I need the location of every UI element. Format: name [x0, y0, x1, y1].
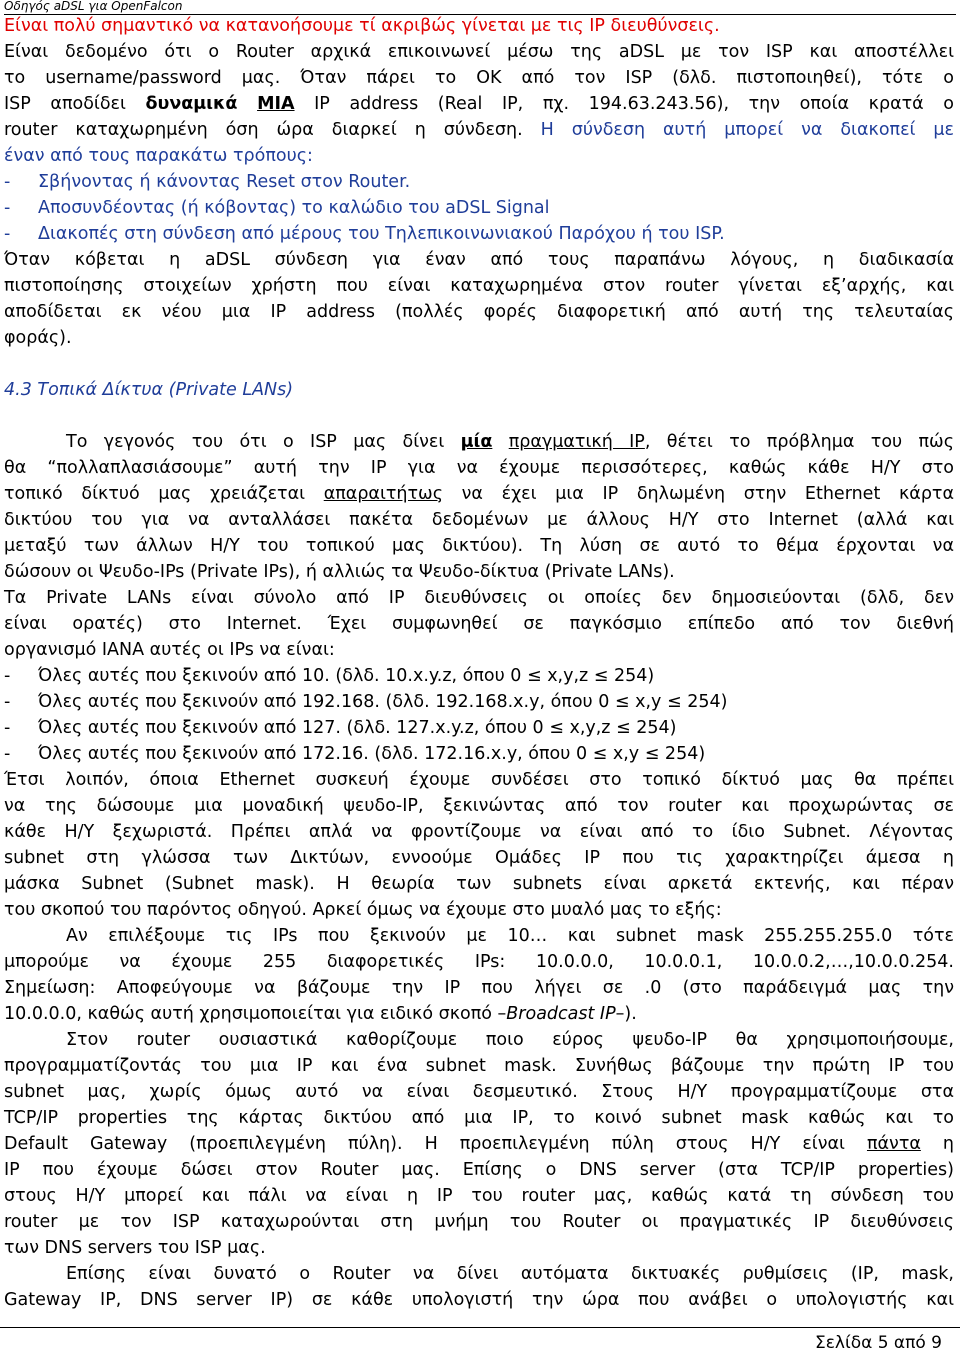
- list-item: - Όλες αυτές που ξεκινούν από 192.168. (δλδ. 192.168.x.y, όπου 0 ≤ x,y ≤ 254): [4, 692, 728, 712]
- page-footer: [0, 1327, 960, 1358]
- text-line: στους Η/Υ μπορεί και πάλι να είναι η IP του router μας, καθώς κατά τη σύνδεση του: [4, 1186, 954, 1206]
- text-line: Default Gateway (προεπιλεγμένη πύλη). Η προεπιλεγμένη πύλη στους Η/Υ είναι πάντα η: [4, 1134, 955, 1154]
- text-line: Είναι δεδομένο ότι ο Router αρχικά επικοινωνεί μέσω της aDSL με τον ISP και αποστέλλει: [4, 42, 954, 62]
- text-line: προγραμματίζοντάς του μια IP και ένα subnet mask. Συνήθως βάζουμε την πρώτη IP του: [4, 1056, 954, 1076]
- text-line: router με τον ISP καταχωρούνται στη μνήμη του Router οι πραγματικές IP διευθύνσεις: [4, 1212, 954, 1232]
- text-line: έναν από τους παρακάτω τρόπους:: [4, 146, 313, 166]
- header-title: Οδηγός aDSL για OpenFalcon: [4, 0, 183, 13]
- page-number: Σελίδα 5 από 9: [814, 1333, 942, 1353]
- highlight-text: Η σύνδεση αυτή μπορεί να διακοπεί με: [540, 120, 954, 140]
- text-line: Το γεγονός του ότι ο ISP μας δίνει μία πραγματική IP, θέτει το πρόβλημα του πώς: [66, 432, 954, 452]
- text-span: ISP αποδίδει: [4, 94, 146, 114]
- text-line: των DNS servers του ISP μας.: [4, 1238, 266, 1258]
- spacer: [4, 351, 954, 377]
- text-line: το username/password μας. Όταν πάρει το ΟΚ από τον ISP (δλδ. πιστοποιηθεί), τότε ο: [4, 68, 954, 88]
- bullet-item: - Αποσυνδέοντας (ή κόβοντας) το καλώδιο του aDSL Signal: [4, 198, 550, 218]
- text-span: router καταχωρημένη όση ώρα διαρκεί η σύνδεση.: [4, 120, 541, 140]
- document-body: [4, 13, 954, 1313]
- list-item: - Όλες αυτές που ξεκινούν από 10. (δλδ. 10.x.y.z, όπου 0 ≤ x,y,z ≤ 254): [4, 666, 655, 686]
- spacer: [4, 403, 954, 429]
- emphasis-one: ΜΙΑ: [257, 94, 295, 114]
- text-line: θα “πολλαπλασιάσουμε” αυτή την IP για να έχουμε περισσότερες, καθώς κάθε Η/Υ στο: [4, 458, 954, 478]
- text-line: του σκοπού του παρόντος οδηγού. Αρκεί όμως να έχουμε στο μυαλό μας το εξής:: [4, 900, 722, 920]
- text-line: IP που έχουμε δώσει στον Router μας. Επίσης ο DNS server (στα TCP/IP properties): [4, 1160, 954, 1180]
- italic-text: Broadcast IP: [506, 1004, 616, 1024]
- section-heading: 4.3 Τοπικά Δίκτυα (Private LANs): [4, 380, 294, 400]
- text-line: μεταξύ των άλλων Η/Υ του τοπικού μας δικτύου). Τη λύση σε αυτό το θέμα έρχονται να: [4, 536, 954, 556]
- text-line: subnet μας, χωρίς όμως αυτό να είναι δεσμευτικό. Στους Η/Υ προγραμματίζουμε στα: [4, 1082, 954, 1102]
- emphasis-one-real: μία: [460, 432, 493, 452]
- text-line: TCP/IP properties της κάρτας δικτύου από μια IP, το κοινό subnet mask καθώς και το: [4, 1108, 954, 1128]
- text-line: πιστοποίησης στοιχείων χρήστη που είναι καταχωρημένα στον router γίνεται εξ’αρχής, και: [4, 276, 954, 296]
- text-line: φοράς).: [4, 328, 72, 348]
- list-item: - Όλες αυτές που ξεκινούν από 172.16. (δλδ. 172.16.x.y, όπου 0 ≤ x,y ≤ 254): [4, 744, 706, 764]
- text-line: οργανισμό IANA αυτές οι IPs να είναι:: [4, 640, 335, 660]
- text-line: μπορούμε να έχουμε 255 διαφορετικές IPs: 10.0.0.0, 10.0.0.1, 10.0.0.2,…,10.0.0.254.: [4, 952, 954, 972]
- list-item: - Όλες αυτές που ξεκινούν από 127. (δλδ. 127.x.y.z, όπου 0 ≤ x,y,z ≤ 254): [4, 718, 677, 738]
- text-line: Gateway IP, DNS server IP) σε κάθε υπολογιστή την ώρα που ανάβει ο υπολογιστής και: [4, 1290, 954, 1310]
- underlined-text: πραγματική IP: [508, 432, 645, 452]
- underlined-text: απαραιτήτως: [323, 484, 443, 504]
- text-line: τοπικό δίκτυό μας χρειάζεται απαραιτήτως να έχει μια IP δηλωμένη στην Ethernet κάρτα: [4, 484, 954, 504]
- text-line: να της δώσουμε μια μοναδική ψευδο-IP, ξεκινώντας από τον router και προχωρώντας σε: [4, 796, 954, 816]
- text-line: αποδίδεται εκ νέου μια IP address (πολλές φορές διαφορετική από αυτή της τελευταίας: [4, 302, 954, 322]
- bullet-item: - Διακοπές στη σύνδεση από μέρους του Τηλεπικοινωνιακού Παρόχου ή του ISP.: [4, 224, 725, 244]
- text-line: Σημείωση: Αποφεύγουμε να βάζουμε την IP που λήγει σε .0 (στο παράδειγμά μας την: [4, 978, 954, 998]
- text-line: Αν επιλέξουμε τις IPs που ξεκινούν με 10… και subnet mask 255.255.255.0 τότε: [66, 926, 954, 946]
- text-line: κάθε Η/Υ ξεχωριστά. Πρέπει απλά να φροντίζουμε να είναι από το ίδιο Subnet. Λέγοντας: [4, 822, 954, 842]
- text-span: IP address (Real IP, πχ. 194.63.243.56), την οποία κρατά ο: [294, 94, 954, 114]
- text-line: [4, 91, 954, 117]
- text-line: 10.0.0.0, καθώς αυτή χρησιμοποιείται για ειδικό σκοπό –Broadcast IP–).: [4, 1004, 637, 1024]
- text-line: [4, 117, 954, 143]
- text-line: είναι ορατές) στο Internet. Έχει συμφωνηθεί σε παγκόσμιο επίπεδο από τον διεθνή: [4, 614, 954, 634]
- text-line: Έτσι λοιπόν, όποια Ethernet συσκευή έχουμε συνδέσει στο τοπικό δίκτυό μας θα πρέπει: [4, 770, 954, 790]
- text-line: subnet στη γλώσσα των Δικτύων, εννοούμε Ομάδες IP που τις χαρακτηρίζει άμεσα η: [4, 848, 954, 868]
- text-line: Επίσης είναι δυνατό ο Router να δίνει αυτόματα δικτυακές ρυθμίσεις (IP, mask,: [66, 1264, 954, 1284]
- text-line: Στον router ουσιαστικά καθορίζουμε ποιο εύρος ψευδο-IP θα χρησιμοποιήσουμε,: [66, 1030, 954, 1050]
- text-line: δώσουν οι Ψευδο-IPs (Private IPs), ή αλλιώς τα Ψευδο-δίκτυα (Private LANs).: [4, 562, 675, 582]
- text-line: μάσκα Subnet (Subnet mask). Η θεωρία των subnets είναι αρκετά εκτενής, και πέραν: [4, 874, 954, 894]
- text-line: Είναι πολύ σημαντικό να κατανοήσουμε τί ακριβώς γίνεται με τις IP διευθύνσεις.: [4, 16, 720, 36]
- text-line: Τα Private LANs είναι σύνολο από IP διευθύνσεις οι οποίες δεν δημοσιεύονται (δλδ, δεν: [4, 588, 954, 608]
- text-line: δικτύου του για να ανταλλάσει πακέτα δεδομένων με άλλους Η/Υ στο Internet (αλλά και: [4, 510, 954, 530]
- underlined-text: πάντα: [866, 1134, 921, 1154]
- emphasis-dynamic: δυναμικά: [145, 94, 238, 114]
- text-line: Όταν κόβεται η aDSL σύνδεση για έναν από τους παραπάνω λόγους, η διαδικασία: [4, 250, 954, 270]
- bullet-item: - Σβήνοντας ή κάνοντας Reset στον Router.: [4, 172, 411, 192]
